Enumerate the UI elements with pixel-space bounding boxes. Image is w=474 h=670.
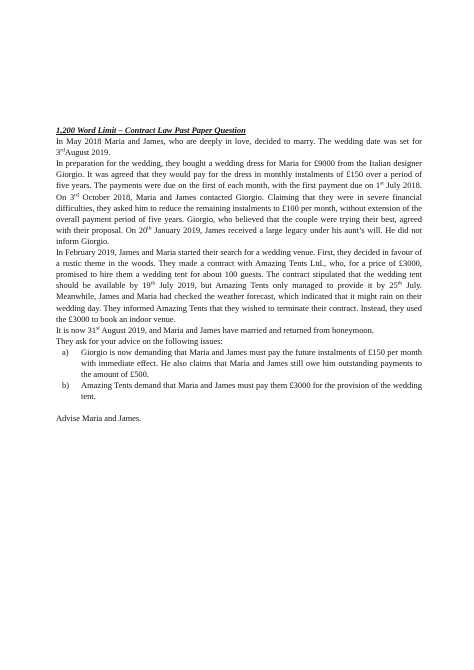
paragraph-current-date bbox=[56, 325, 422, 336]
question-text bbox=[56, 125, 422, 424]
issues-list bbox=[56, 347, 422, 402]
paragraph-advice-request: They ask for your advice on the following issues: bbox=[56, 335, 223, 346]
ordinal-suffix: st bbox=[380, 180, 384, 187]
blank-line bbox=[56, 402, 422, 413]
ordinal-suffix: rd bbox=[60, 147, 65, 154]
text-run: In preparation for the wedding, they bought a wedding dress for Maria for £9000 from the Italian designer Giorgio. It was agreed that they would pay for the dress in monthly instalments of £150 over a period of five years. The payments were due on the first of each month, with the first payment due on 1 bbox=[56, 158, 422, 191]
ordinal-suffix: th bbox=[147, 225, 152, 232]
text-run: July 2018. On 3 bbox=[56, 180, 422, 202]
list-item-text: Giorgio is now demanding that Maria and James must pay the future instalments of £150 per month with immediate effect. He also claims that Maria and James still owe him outstanding payments to the amount of £500. bbox=[81, 346, 422, 380]
text-run: July 2019, but Amazing Tents only managed to provide it by 25 bbox=[155, 280, 398, 291]
text-run: October 2018, Maria and James contacted Giorgio. Claiming that they were in severe financial difficulties, they asked him to reduce the remaining instalments to £100 per month, without extension of the overall payment period of five years. Giorgio, who believed that the couple were trying their best, agreed with their proposal. On 20 bbox=[56, 191, 422, 235]
question-title: 1,200 Word Limit – Contract Law Past Paper Question bbox=[56, 125, 246, 135]
ordinal-suffix: rd bbox=[74, 192, 79, 199]
list-marker: b) bbox=[62, 380, 70, 391]
list-marker: a) bbox=[62, 346, 69, 357]
paragraph-engagement bbox=[56, 136, 422, 158]
list-item-text: Amazing Tents demand that Maria and James must pay them £3000 for the provision of the wedding tent. bbox=[81, 380, 422, 402]
text-run: In February 2019, James and Maria started their search for a wedding venue. First, they decided in favour of a rustic theme in the woods. They made a contract with Amazing Tents Ltd., who, for a price of £3000, promised to hire them a wedding tent for about 100 guests. The contract stipulated that the wedding tent should be available by 19 bbox=[56, 247, 422, 291]
closing-instruction: Advise Maria and James. bbox=[56, 413, 142, 424]
list-item bbox=[56, 380, 422, 402]
text-run: It is now 31 bbox=[56, 324, 97, 335]
ordinal-suffix: th bbox=[397, 280, 403, 287]
ordinal-suffix: st bbox=[96, 325, 100, 332]
text-run: In May 2018 Maria and James, who are deeply in love, decided to marry. The wedding date was set for 3 bbox=[56, 136, 422, 158]
paragraph-wedding-dress bbox=[56, 158, 422, 247]
text-run: July. Meanwhile, James and Maria had checked the weather forecast, which indicated that it might rain on their wedding day. They informed Amazing Tents that they wished to terminate their contract. Instead, they used the £3000 to book an indoor venue. bbox=[56, 280, 422, 324]
ordinal-suffix: th bbox=[150, 280, 156, 287]
paragraph-wedding-tent bbox=[56, 247, 422, 325]
text-run: August 2019. bbox=[64, 147, 111, 158]
text-run: August 2019, and Maria and James have married and returned from honeymoon. bbox=[99, 324, 374, 335]
list-item bbox=[56, 347, 422, 380]
text-run: January 2019, James received a large legacy under his aunt’s will. He did not inform Giorgio. bbox=[56, 224, 422, 246]
